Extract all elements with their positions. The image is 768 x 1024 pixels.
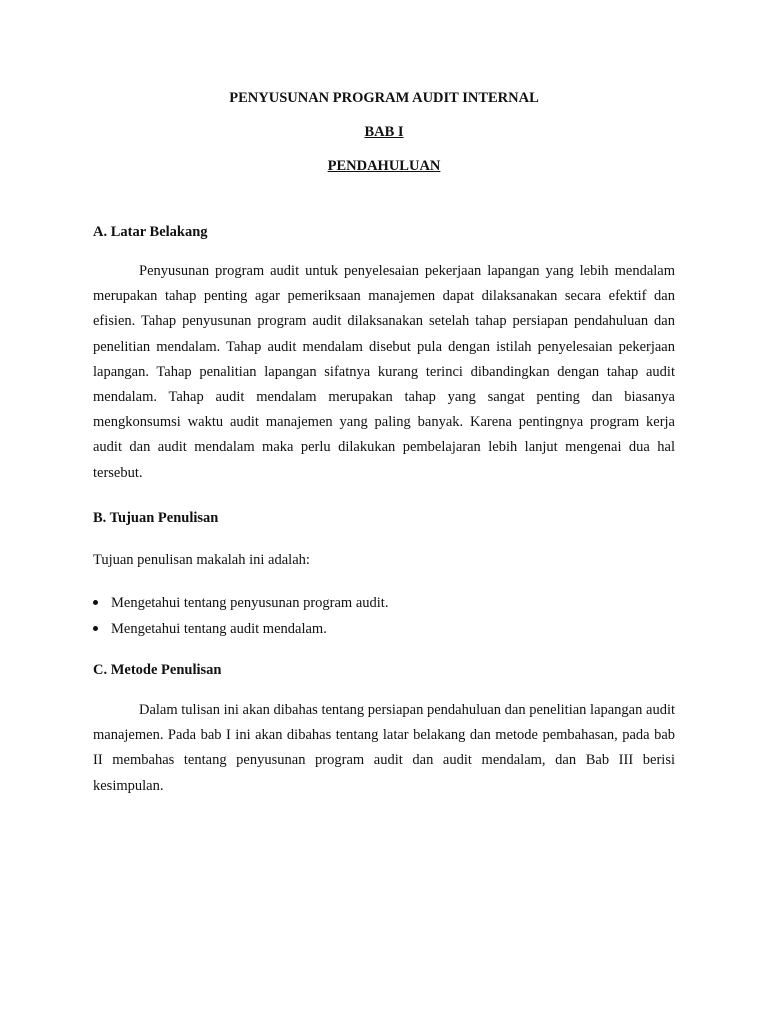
list-item-text: Mengetahui tentang audit mendalam. [111, 621, 327, 637]
section-c-paragraph: Dalam tulisan ini akan dibahas tentang persiapan pendahuluan dan penelitian lapangan audit manajemen. Pada bab I ini akan dibahas tentang latar belakang dan metode pembahasan, pada bab II membahas tentang penyusunan program audit dan audit mendalam, dan Bab III berisi kesimpulan. [93, 702, 675, 794]
list-item-text: Mengetahui tentang penyusunan program audit. [111, 595, 389, 611]
section-a-heading: A. Latar Belakang [93, 224, 208, 240]
section-c-heading: C. Metode Penulisan [93, 662, 222, 678]
document-title: PENYUSUNAN PROGRAM AUDIT INTERNAL [229, 90, 539, 106]
list-item [93, 620, 388, 646]
section-b-heading: B. Tujuan Penulisan [93, 510, 219, 526]
section-b-intro: Tujuan penulisan makalah ini adalah: [93, 552, 310, 568]
list-item [93, 594, 388, 620]
bullet-icon [93, 626, 98, 631]
section-a-paragraph: Penyusunan program audit untuk penyelesaian pekerjaan lapangan yang lebih mendalam merupakan tahap penting agar pemeriksaan manajemen dapat dilaksanakan secara efektif dan efisien. Tahap penyusunan program audit dilaksanakan setelah tahap persiapan pendahuluan dan penelitian mendalam. Tahap audit mendalam disebut pula dengan istilah penyelesaian pekerjaan lapangan. Tahap penalitian lapangan sifatnya kurang terinci dibandingkan dengan tahap audit mendalam. Tahap audit mendalam merupakan tahap yang sangat penting dan biasanya mengkonsumsi waktu audit manajemen yang paling banyak. Karena pentingnya program kerja audit dan audit mendalam maka perlu dilakukan pembelajaran lebih lanjut mengenai dua hal tersebut. [93, 263, 675, 481]
chapter-title: PENDAHULUAN [327, 158, 441, 174]
objectives-list [93, 594, 388, 646]
bullet-icon [93, 600, 98, 605]
chapter-number: BAB I [364, 124, 404, 140]
